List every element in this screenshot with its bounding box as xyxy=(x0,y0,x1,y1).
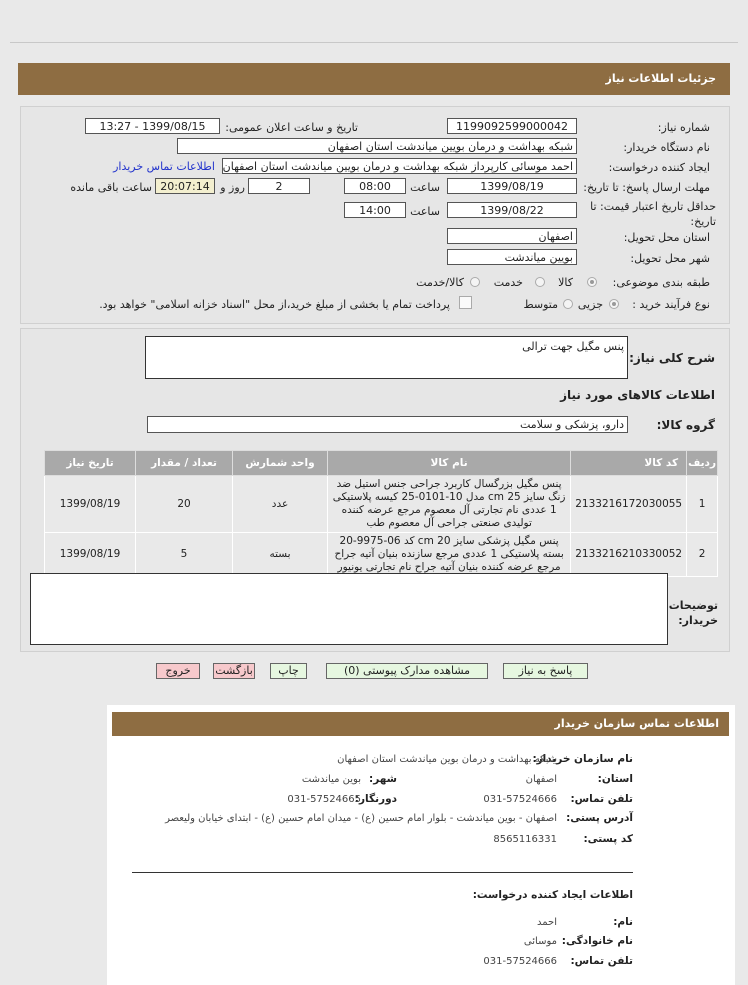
buyer-notes-textarea[interactable] xyxy=(30,573,668,645)
view-attachments-button[interactable]: مشاهده مدارک پیوستی (0) xyxy=(326,663,488,679)
goods-section-title: اطلاعات کالاهای مورد نیاز xyxy=(560,388,715,402)
payment-note: پرداخت تمام یا بخشی از مبلغ خرید،از محل "اسناد خزانه اسلامی" خواهد بود. xyxy=(99,298,450,311)
process-radio-medium[interactable] xyxy=(563,299,573,309)
remaining-label: ساعت باقی مانده xyxy=(70,181,152,194)
family-value: موسائی xyxy=(523,936,557,947)
postal-label: کد پستی: xyxy=(583,833,633,845)
back-button[interactable]: بازگشت xyxy=(213,663,255,679)
need-number-label: شماره نیاز: xyxy=(657,121,710,134)
creator-phone-label: تلفن تماس: xyxy=(570,955,633,967)
col-header-unit: واحد شمارش xyxy=(233,451,328,476)
contact-province-label: استان: xyxy=(597,773,633,785)
category-radio-both[interactable] xyxy=(470,277,480,287)
col-header-qty: تعداد / مقدار xyxy=(136,451,233,476)
announce-field[interactable]: 1399/08/15 - 13:27 xyxy=(85,118,220,134)
process-label: نوع فرآیند خرید : xyxy=(632,298,710,311)
buyer-org-label: نام دستگاه خریدار: xyxy=(623,141,710,154)
category-option-goods: کالا xyxy=(558,276,573,289)
table-row xyxy=(45,533,718,577)
cell-date: 1399/08/19 xyxy=(45,476,136,533)
cell-row: 2 xyxy=(687,533,718,577)
category-radio-service[interactable] xyxy=(535,277,545,287)
contact-province-value: اصفهان xyxy=(525,774,557,785)
need-number-field[interactable]: 1199092599000042 xyxy=(447,118,577,134)
deadline-time-field[interactable]: 08:00 xyxy=(344,178,406,194)
col-header-name: نام کالا xyxy=(328,451,571,476)
goods-group-label: گروه کالا: xyxy=(656,418,715,432)
contact-title: اطلاعات تماس سازمان خریدار xyxy=(554,717,719,730)
validity-label: حداقل تاریخ اعتبار قیمت: تا تاریخ: xyxy=(590,200,716,228)
days-field[interactable]: 2 xyxy=(248,178,310,194)
cell-unit: عدد xyxy=(233,476,328,533)
goods-table xyxy=(44,450,718,577)
category-label: طبقه بندی موضوعی: xyxy=(612,276,710,289)
city-field[interactable]: بویین میاندشت xyxy=(447,249,577,265)
cell-date: 1399/08/19 xyxy=(45,533,136,577)
creator-info-title: اطلاعات ایجاد کننده درخواست: xyxy=(472,889,633,901)
category-option-both: کالا/خدمت xyxy=(416,276,464,289)
validity-date-field[interactable]: 1399/08/22 xyxy=(447,202,577,218)
deadline-time-label: ساعت xyxy=(410,181,440,194)
contact-city-value: بوین میاندشت xyxy=(301,774,361,785)
buyer-contact-card xyxy=(107,705,735,985)
fax-value: 031-57524665 xyxy=(287,794,361,805)
cell-code: 2133216210330052 xyxy=(571,533,687,577)
exit-button[interactable]: خروج xyxy=(156,663,200,679)
table-row xyxy=(45,476,718,533)
cell-name: پنس مگیل بزرگسال کاربرد جراحی جنس استیل ضد زنگ سایز 25 cm مدل 10-0101-25 کیسه پلاستیکی 1 عددی نام تجارتی آل معصوم مرجع عرضه کننده تولیدی صنعتی جراحی آل معصوم طب xyxy=(328,476,571,533)
creator-field[interactable]: احمد موسائی کارپرداز شبکه بهداشت و درمان بویین میاندشت استان اصفهان xyxy=(222,158,577,174)
process-option-minor: جزیی xyxy=(577,298,603,311)
category-option-service: خدمت xyxy=(493,276,523,289)
process-option-medium: متوسط xyxy=(523,298,558,311)
org-value: شبکه بهداشت و درمان بوین میاندشت استان اصفهان xyxy=(337,754,557,765)
cell-qty: 20 xyxy=(136,476,233,533)
announce-label: تاریخ و ساعت اعلان عمومی: xyxy=(225,121,358,134)
cell-unit: بسته xyxy=(233,533,328,577)
name-value: احمد xyxy=(537,917,557,928)
address-value: اصفهان - بوین میاندشت - بلوار امام حسین (ع) - میدان امام حسین (ع) - ابتدای خیابان ولیعصر xyxy=(165,813,557,824)
cell-name: پنس مگیل پزشکی سایز 20 cm کد 06-9975-20 بسته پلاستیکی 1 عددی مرجع سازنده بنیان آتیه جراح مرجع عرضه کننده بنیان آتیه جراح نام تجارتی یونیور xyxy=(328,533,571,577)
top-divider xyxy=(10,42,738,43)
deadline-label: مهلت ارسال پاسخ: تا تاریخ: xyxy=(583,181,710,194)
remaining-time-field: 20:07:14 xyxy=(155,178,215,194)
cell-row: 1 xyxy=(687,476,718,533)
treasury-payment-checkbox[interactable] xyxy=(459,296,472,309)
process-radio-minor[interactable] xyxy=(609,299,619,309)
name-label: نام: xyxy=(613,916,633,928)
reply-button[interactable]: پاسخ به نیاز xyxy=(503,663,588,679)
days-label: روز و xyxy=(220,181,245,194)
creator-phone-value: 031-57524666 xyxy=(483,956,557,967)
postal-value: 8565116331 xyxy=(493,834,557,845)
description-label: شرح کلی نیاز: xyxy=(629,351,715,365)
buyer-notes-label: توضیحات خریدار: xyxy=(668,599,718,627)
contact-divider xyxy=(132,872,633,873)
address-label: آدرس پستی: xyxy=(566,812,633,824)
fax-label: دورنگار: xyxy=(354,793,397,805)
cell-qty: 5 xyxy=(136,533,233,577)
creator-label: ایجاد کننده درخواست: xyxy=(608,161,710,174)
validity-time-field[interactable]: 14:00 xyxy=(344,202,406,218)
phone-value: 031-57524666 xyxy=(483,794,557,805)
description-textarea[interactable]: پنس مگیل جهت ترالی xyxy=(145,336,628,379)
page-header xyxy=(18,63,730,95)
print-button[interactable]: چاپ xyxy=(270,663,307,679)
contact-header xyxy=(112,712,729,736)
phone-label: تلفن تماس: xyxy=(570,793,633,805)
contact-city-label: شهر: xyxy=(369,773,397,785)
city-label: شهر محل تحویل: xyxy=(630,252,710,265)
page-title: جزئیات اطلاعات نیاز xyxy=(605,72,716,85)
deadline-date-field[interactable]: 1399/08/19 xyxy=(447,178,577,194)
cell-code: 2133216172030055 xyxy=(571,476,687,533)
province-label: استان محل تحویل: xyxy=(623,231,710,244)
col-header-code: کد کالا xyxy=(571,451,687,476)
org-label: نام سازمان خریدار: xyxy=(532,753,633,765)
col-header-date: تاریخ نیاز xyxy=(45,451,136,476)
buyer-contact-link[interactable]: اطلاعات تماس خریدار xyxy=(113,160,215,173)
province-field[interactable]: اصفهان xyxy=(447,228,577,244)
validity-time-label: ساعت xyxy=(410,205,440,218)
category-radio-goods[interactable] xyxy=(587,277,597,287)
family-label: نام خانوادگی: xyxy=(561,935,633,947)
buyer-org-field[interactable]: شبکه بهداشت و درمان بویین میاندشت استان اصفهان xyxy=(177,138,577,154)
col-header-row: ردیف xyxy=(687,451,718,476)
goods-group-field[interactable]: دارو، پزشکی و سلامت xyxy=(147,416,628,433)
